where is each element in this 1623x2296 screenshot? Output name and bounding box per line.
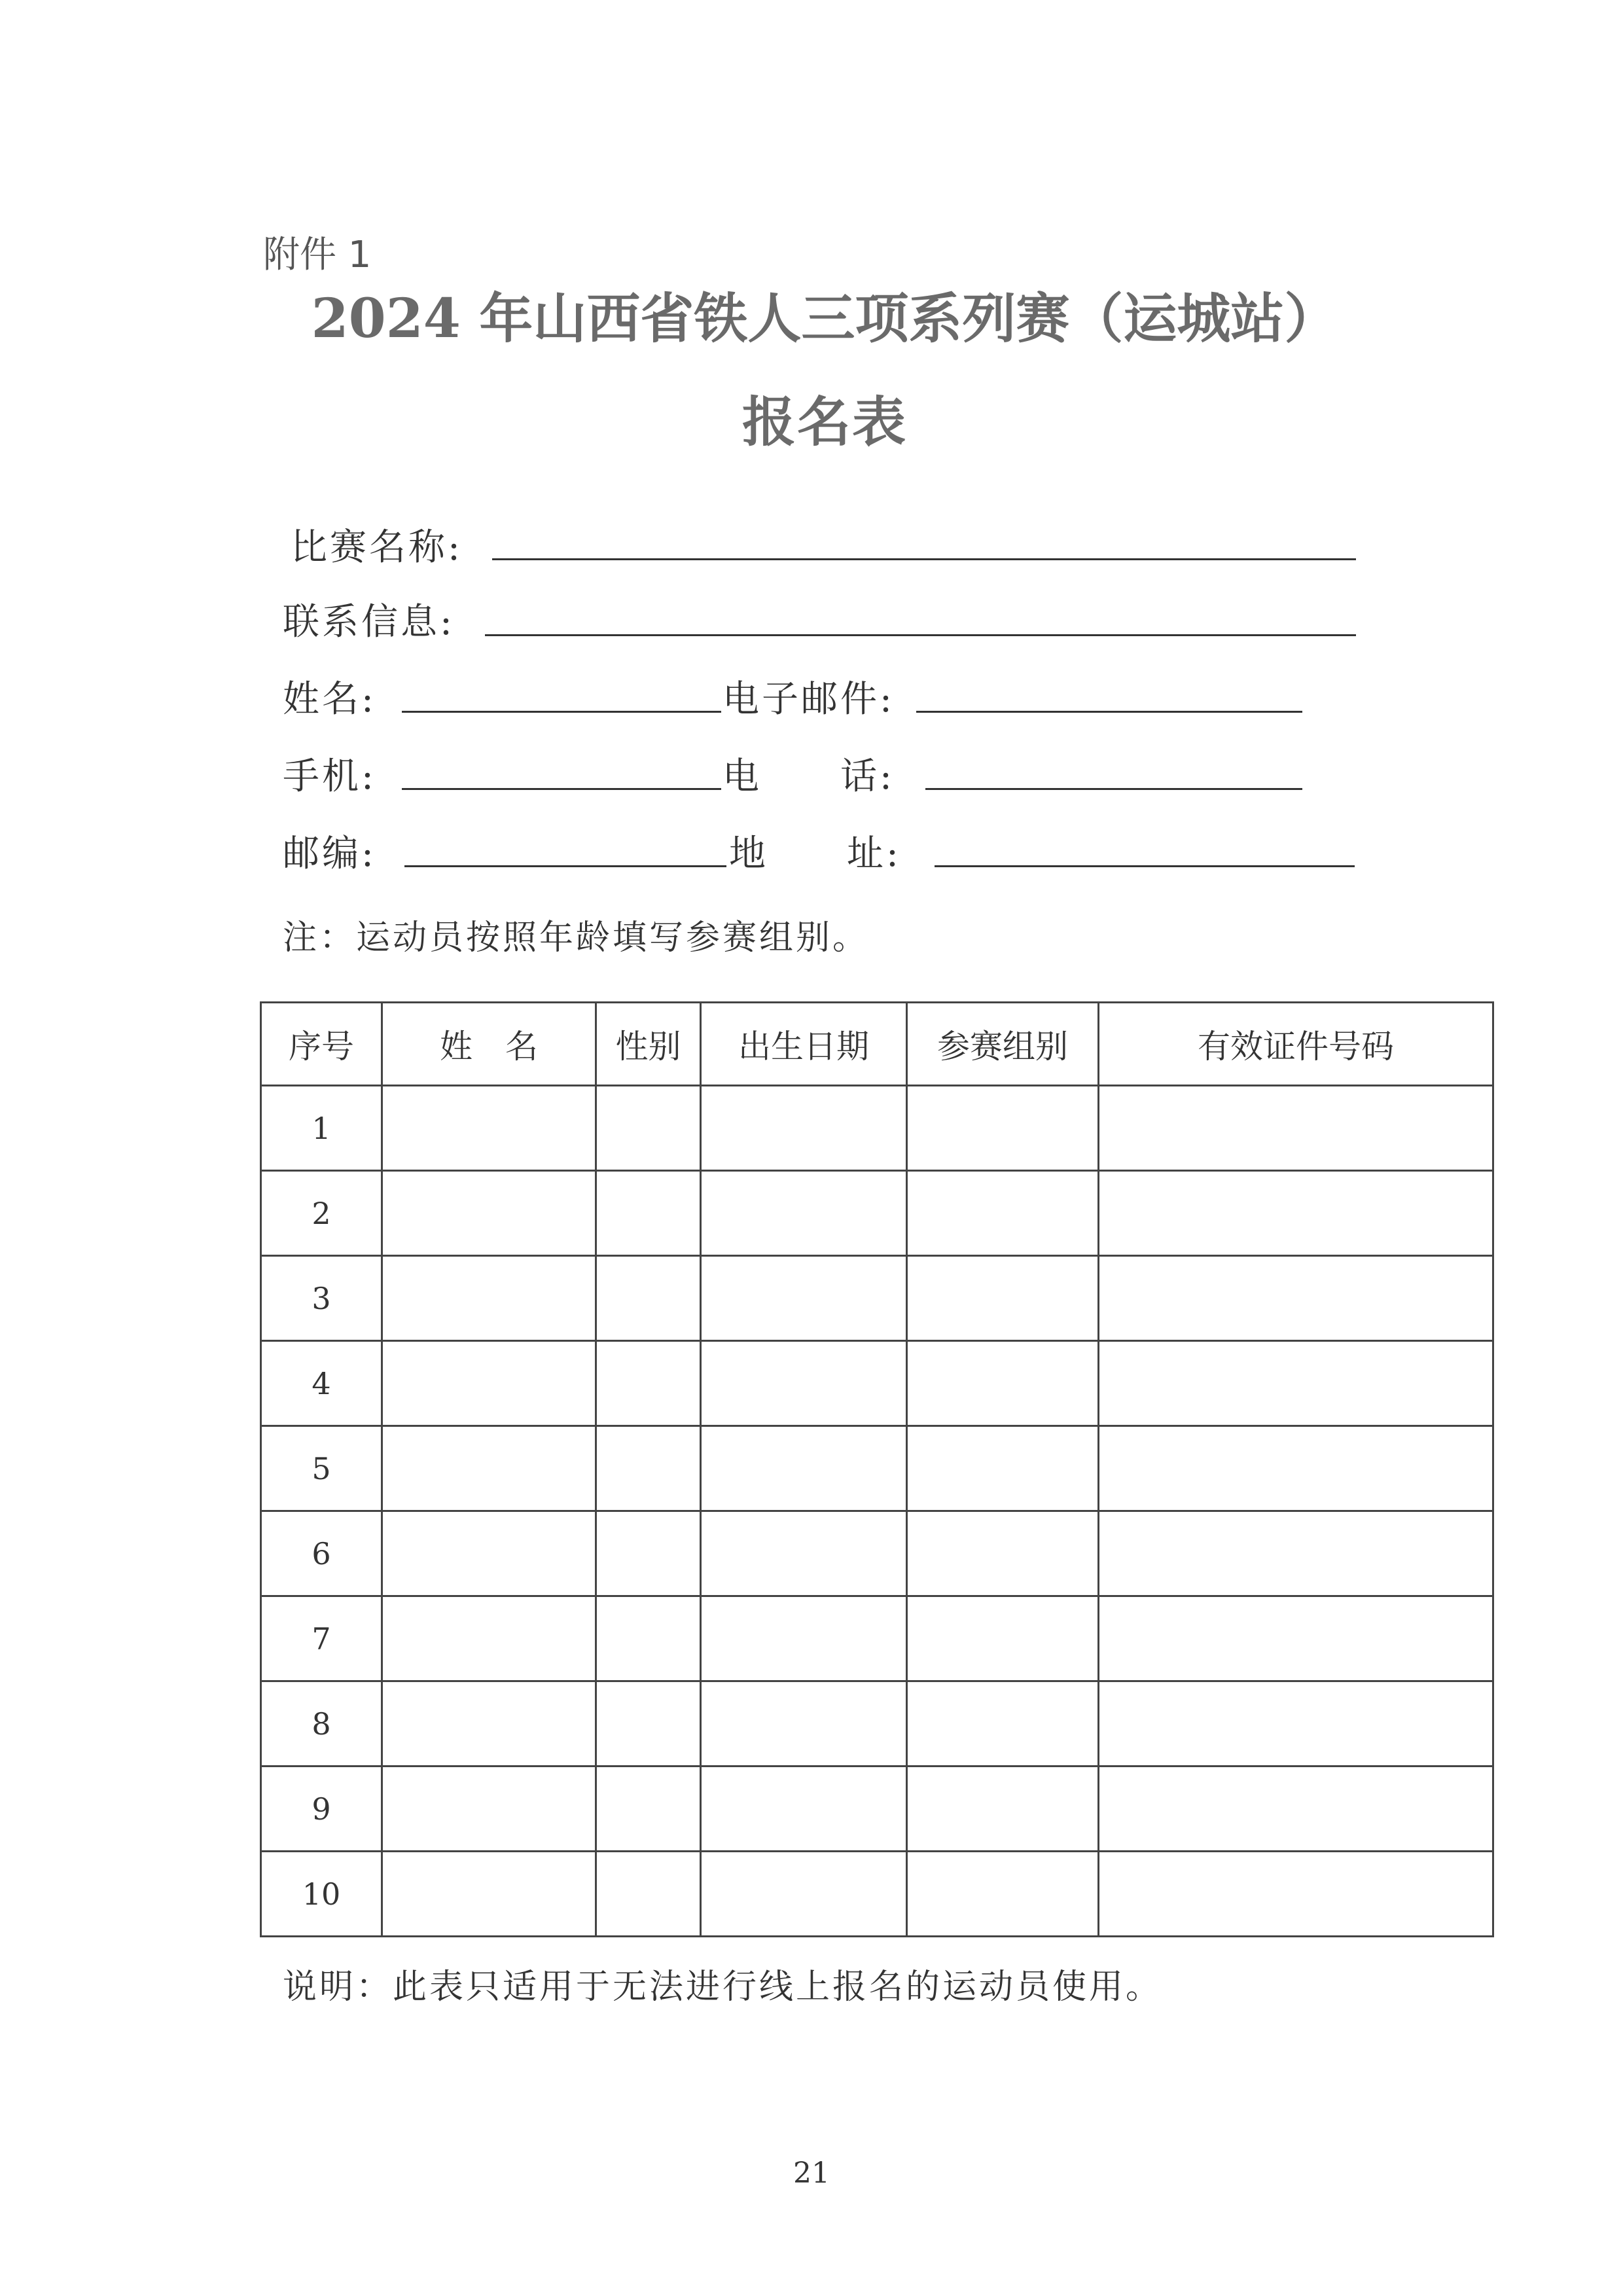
phone-line[interactable] [925, 788, 1302, 790]
category-cell[interactable] [907, 1426, 1099, 1511]
contact-info-line[interactable] [485, 634, 1356, 636]
table-row [261, 1596, 1493, 1681]
gender-cell[interactable] [596, 1767, 701, 1852]
row-sequence-number: 8 [261, 1681, 382, 1767]
id-number-cell[interactable] [1099, 1341, 1493, 1426]
id-number-cell[interactable] [1099, 1256, 1493, 1341]
birth-date-cell[interactable] [701, 1341, 907, 1426]
category-cell[interactable] [907, 1341, 1099, 1426]
table-row [261, 1511, 1493, 1596]
page-number: 21 [793, 2157, 830, 2190]
name-cell[interactable] [382, 1511, 596, 1596]
row-sequence-number: 2 [261, 1171, 382, 1256]
postcode-line[interactable] [404, 865, 726, 867]
event-name-line[interactable] [492, 558, 1356, 560]
id-number-cell[interactable] [1099, 1511, 1493, 1596]
gender-cell[interactable] [596, 1511, 701, 1596]
table-row [261, 1256, 1493, 1341]
table-row [261, 1767, 1493, 1852]
header-birth-date: 出生日期 [701, 1003, 907, 1086]
age-group-note: 注：运动员按照年龄填写参赛组别。 [283, 918, 870, 958]
category-cell[interactable] [907, 1767, 1099, 1852]
name-cell[interactable] [382, 1256, 596, 1341]
id-number-cell[interactable] [1099, 1086, 1493, 1171]
address-label: 地 址: [729, 833, 901, 875]
row-sequence-number: 9 [261, 1767, 382, 1852]
birth-date-cell[interactable] [701, 1596, 907, 1681]
birth-date-cell[interactable] [701, 1426, 907, 1511]
birth-date-cell[interactable] [701, 1171, 907, 1256]
gender-cell[interactable] [596, 1426, 701, 1511]
email-label: 电子邮件: [722, 678, 895, 721]
gender-cell[interactable] [596, 1256, 701, 1341]
id-number-cell[interactable] [1099, 1767, 1493, 1852]
id-number-cell[interactable] [1099, 1596, 1493, 1681]
table-header-row [261, 1003, 1493, 1086]
table-row [261, 1086, 1493, 1171]
table-row [261, 1681, 1493, 1767]
name-cell[interactable] [382, 1426, 596, 1511]
registration-table [260, 1001, 1494, 1937]
gender-cell[interactable] [596, 1852, 701, 1937]
birth-date-cell[interactable] [701, 1256, 907, 1341]
mobile-label: 手机: [283, 755, 376, 798]
phone-label: 电 话: [722, 755, 895, 798]
table-row [261, 1852, 1493, 1937]
header-id-number: 有效证件号码 [1099, 1003, 1493, 1086]
attachment-label: 附件 1 [263, 234, 372, 276]
gender-cell[interactable] [596, 1681, 701, 1767]
id-number-cell[interactable] [1099, 1681, 1493, 1767]
birth-date-cell[interactable] [701, 1681, 907, 1767]
header-category: 参赛组别 [907, 1003, 1099, 1086]
name-cell[interactable] [382, 1681, 596, 1767]
category-cell[interactable] [907, 1681, 1099, 1767]
gender-cell[interactable] [596, 1171, 701, 1256]
row-sequence-number: 10 [261, 1852, 382, 1937]
birth-date-cell[interactable] [701, 1852, 907, 1937]
row-sequence-number: 6 [261, 1511, 382, 1596]
contact-info-label: 联系信息: [283, 601, 455, 643]
category-cell[interactable] [907, 1086, 1099, 1171]
name-label: 姓名: [283, 678, 376, 721]
id-number-cell[interactable] [1099, 1852, 1493, 1937]
id-number-cell[interactable] [1099, 1171, 1493, 1256]
postcode-label: 邮编: [283, 833, 376, 875]
name-cell[interactable] [382, 1341, 596, 1426]
gender-cell[interactable] [596, 1341, 701, 1426]
header-sequence: 序号 [261, 1003, 382, 1086]
row-sequence-number: 4 [261, 1341, 382, 1426]
category-cell[interactable] [907, 1256, 1099, 1341]
table-row [261, 1341, 1493, 1426]
table-row [261, 1171, 1493, 1256]
name-cell[interactable] [382, 1086, 596, 1171]
header-name: 姓 名 [382, 1003, 596, 1086]
row-sequence-number: 5 [261, 1426, 382, 1511]
category-cell[interactable] [907, 1171, 1099, 1256]
birth-date-cell[interactable] [701, 1767, 907, 1852]
row-sequence-number: 7 [261, 1596, 382, 1681]
address-line[interactable] [935, 865, 1355, 867]
birth-date-cell[interactable] [701, 1086, 907, 1171]
table-row [261, 1426, 1493, 1511]
category-cell[interactable] [907, 1596, 1099, 1681]
birth-date-cell[interactable] [701, 1511, 907, 1596]
category-cell[interactable] [907, 1852, 1099, 1937]
name-cell[interactable] [382, 1171, 596, 1256]
row-sequence-number: 3 [261, 1256, 382, 1341]
gender-cell[interactable] [596, 1086, 701, 1171]
name-cell[interactable] [382, 1852, 596, 1937]
name-line[interactable] [402, 711, 721, 713]
event-name-label: 比赛名称: [291, 526, 463, 569]
category-cell[interactable] [907, 1511, 1099, 1596]
id-number-cell[interactable] [1099, 1426, 1493, 1511]
name-cell[interactable] [382, 1596, 596, 1681]
name-cell[interactable] [382, 1767, 596, 1852]
document-subtitle: 报名表 [741, 391, 907, 454]
email-line[interactable] [916, 711, 1302, 713]
header-gender: 性别 [596, 1003, 701, 1086]
row-sequence-number: 1 [261, 1086, 382, 1171]
mobile-line[interactable] [402, 788, 721, 790]
gender-cell[interactable] [596, 1596, 701, 1681]
usage-footnote: 说明：此表只适用于无法进行线上报名的运动员使用。 [283, 1967, 1163, 2007]
document-title: 2024 年山西省铁人三项系列赛（运城站） [311, 287, 1338, 350]
